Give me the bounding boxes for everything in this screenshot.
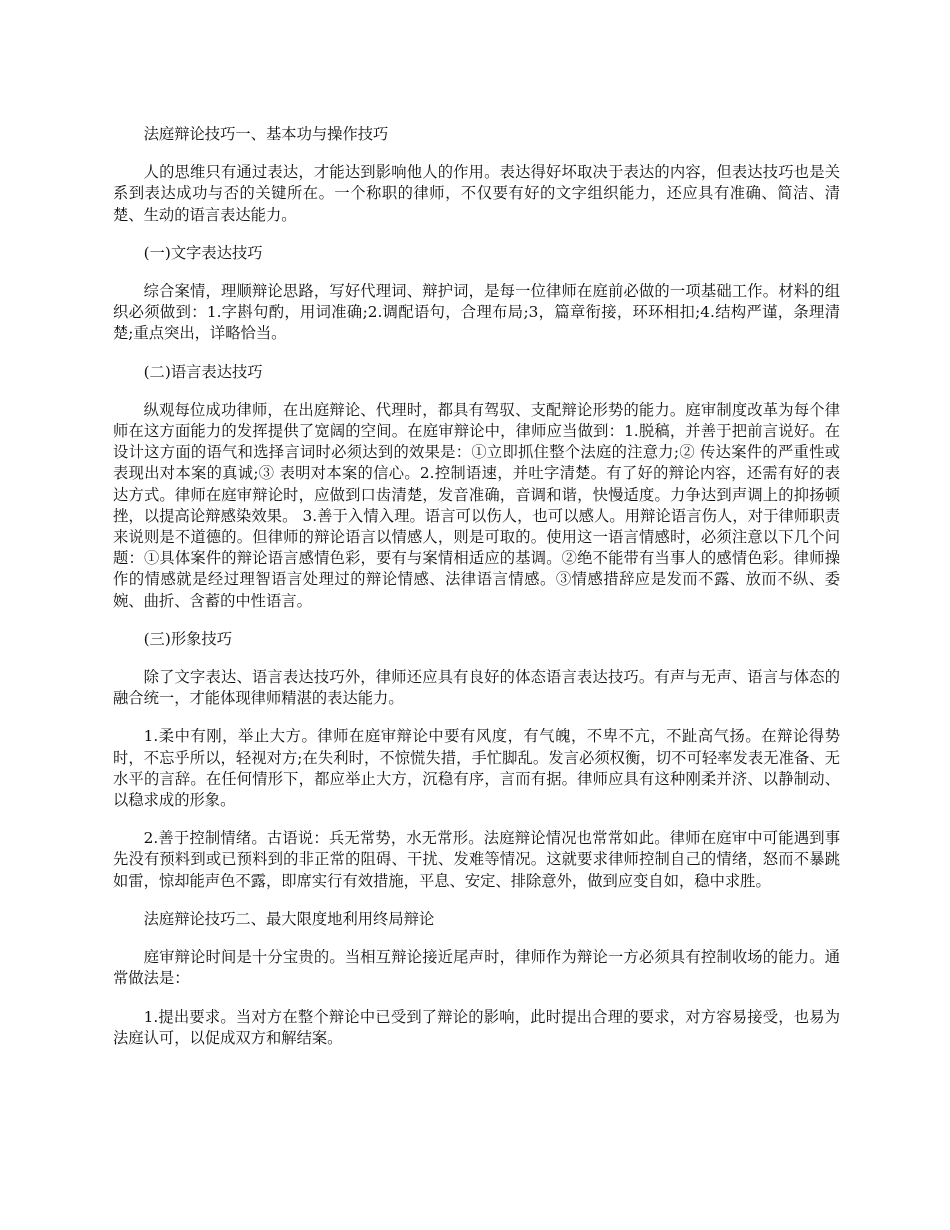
subheading-image-skills: (三)形象技巧: [143, 629, 233, 648]
document-page: [113, 124, 840, 1066]
paragraph-expression-intro: 人的思维只有通过表达，才能达到影响他人的作用。表达得好坏取决于表达的内容，但表达技巧也是关系到表达成功与否的关键所在。一个称职的律师，不仅要有好的文字组织能力，还应具有准确、简洁、清楚、生动的语言表达能力。: [113, 163, 840, 224]
paragraph-body-language: 除了文字表达、语言表达技巧外，律师还应具有良好的体态语言表达技巧。有声与无声、语言与体态的融合统一，才能体现律师精湛的表达能力。: [113, 668, 840, 708]
paragraph-make-requests: 1.提出要求。当对方在整个辩论中已受到了辩论的影响，此时提出合理的要求，对方容易接受，也易为法庭认可，以促成双方和解结案。: [113, 1007, 840, 1047]
section-heading-skill-two: 法庭辩论技巧二、最大限度地利用终局辩论: [143, 909, 435, 928]
paragraph-final-debate: 庭审辩论时间是十分宝贵的。当相互辩论接近尾声时，律师作为辩论一方必须具有控制收场的能力。通常做法是：: [113, 948, 840, 988]
paragraph-emotion-control: 2.善于控制情绪。古语说：兵无常势，水无常形。法庭辩论情况也常常如此。律师在庭审中可能遇到事先没有预料到或已预料到的非正常的阻碍、干扰、发难等情况。这就要求律师控制自己的情绪，怒而不暴跳如雷，惊却能声色不露，即席实行有效措施，平息、安定、排除意外，做到应变自如，稳中求胜。: [113, 829, 840, 890]
paragraph-firm-yet-gentle: 1.柔中有刚，举止大方。律师在庭审辩论中要有风度，有气魄，不卑不亢，不趾高气扬。在辩论得势时，不忘乎所以，轻视对方;在失利时，不惊慌失措，手忙脚乱。发言必须权衡，切不可轻率发表无准备、无水平的言辞。在任何情形下，都应举止大方，沉稳有序，言而有据。律师应具有这种刚柔并济、以静制动、以稳求成的形象。: [113, 727, 840, 810]
section-heading-skill-one: 法庭辩论技巧一、基本功与操作技巧: [143, 125, 389, 143]
subheading-verbal-expression: (二)语言表达技巧: [143, 362, 263, 381]
paragraph-written-expression: 综合案情，理顺辩论思路，写好代理词、辩护词，是每一位律师在庭前必做的一项基础工作。材料的组织必须做到：1.字斟句酌，用词准确;2.调配语句，合理布局;3，篇章衔接，环环相扣;4.结构严谨，条理清楚;重点突出，详略恰当。: [113, 282, 840, 343]
paragraph-verbal-expression: 纵观每位成功律师，在出庭辩论、代理时，都具有驾驭、支配辩论形势的能力。庭审制度改革为每个律师在这方面能力的发挥提供了宽阔的空间。在庭审辩论中，律师应当做到：1.脱稿，并善于把前言说好。在设计这方面的语气和选择言词时必须达到的效果是：①立即抓住整个法庭的注意力;② 传达案件的严重性或表现出对本案的真诚;③ 表明对本案的信心。2.控制语速，并吐字清楚。有了好的辩论内容，还需有好的表达方式。律师在庭审辩论时，应做到口齿清楚，发音准确，音调和谐，快慢适度。力争达到声调上的抑扬顿挫，以提高论辩感染效果。 3.善于入情入理。语言可以伤人，也可以感人。用辩论语言伤人，对于律师职责来说则是不道德的。但律师的辩论语言以情感人，则是可取的。使用这一语言情感时，必须注意以下几个问题：①具体案件的辩论语言感情色彩，要有与案情相适应的基调。②绝不能带有当事人的感情色彩。律师操作的情感就是经过理智语言处理过的辩论情感、法律语言情感。③情感措辞应是发而不露、放而不纵、委婉、曲折、含蓄的中性语言。: [113, 400, 840, 610]
subheading-written-expression: (一)文字表达技巧: [143, 243, 263, 262]
